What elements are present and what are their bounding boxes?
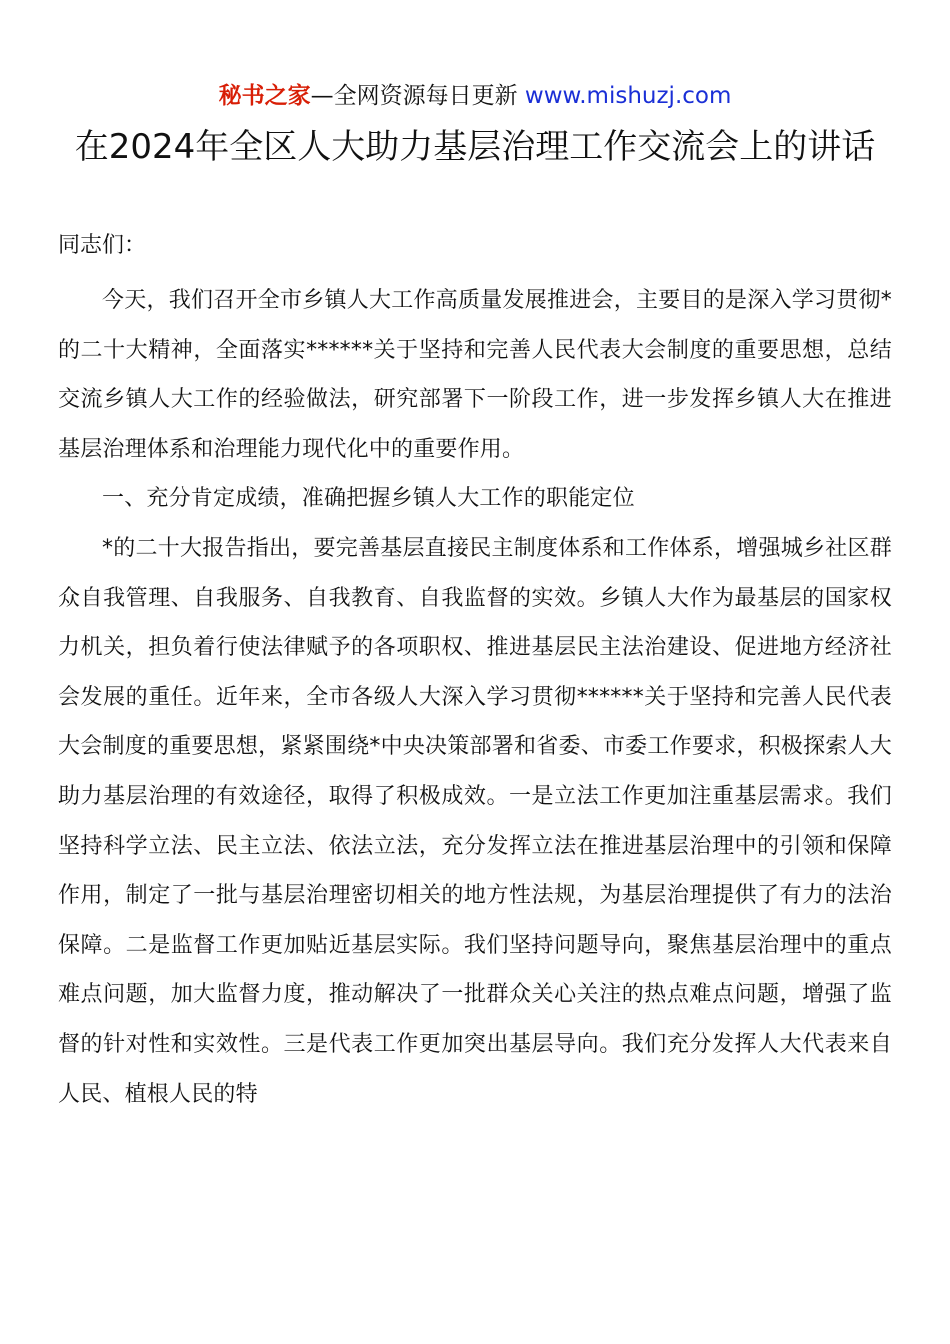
intro-paragraph: 今天，我们召开全市乡镇人大工作高质量发展推进会，主要目的是深入学习贯彻*的二十大精神，全面落实******关于坚持和完善人民代表大会制度的重要思想，总结交流乡镇人大工作的经验做法，研究部署下一阶段工作，进一步发挥乡镇人大在推进基层治理体系和治理能力现代化中的重要作用。	[58, 288, 892, 462]
section-heading-1: 一、充分肯定成绩，准确把握乡镇人大工作的职能定位	[102, 486, 635, 512]
document-body	[58, 276, 892, 1119]
document-title: 在2024年全区人大助力基层治理工作交流会上的讲话	[74, 127, 876, 167]
site-header	[0, 80, 950, 112]
site-brand: 秘书之家	[218, 83, 311, 109]
salutation: 同志们：	[58, 233, 147, 258]
body-paragraph: *的二十大报告指出，要完善基层直接民主制度体系和工作体系，增强城乡社区群众自我管理、自我服务、自我教育、自我监督的实效。乡镇人大作为最基层的国家权力机关，担负着行使法律赋予的各项职权、推进基层民主法治建设、促进地方经济社会发展的重任。近年来，全市各级人大深入学习贯彻******关于坚持和完善人民代表大会制度的重要思想，紧紧围绕*中央决策部署和省委、市委工作要求，积极探索人大助力基层治理的有效途径，取得了积极成效。一是立法工作更加注重基层需求。我们坚持科学立法、民主立法、依法立法，充分发挥立法在推进基层治理中的引领和保障作用，制定了一批与基层治理密切相关的地方性法规，为基层治理提供了有力的法治保障。二是监督工作更加贴近基层实际。我们坚持问题导向，聚焦基层治理中的重点难点问题，加大监督力度，推动解决了一批群众关心关注的热点难点问题，增强了监督的针对性和实效性。三是代表工作更加突出基层导向。我们充分发挥人大代表来自人民、植根人民的特	[58, 535, 892, 1107]
site-tagline: —全网资源每日更新	[310, 83, 525, 109]
site-url-link[interactable]: www.mishuzj.com	[524, 83, 732, 109]
